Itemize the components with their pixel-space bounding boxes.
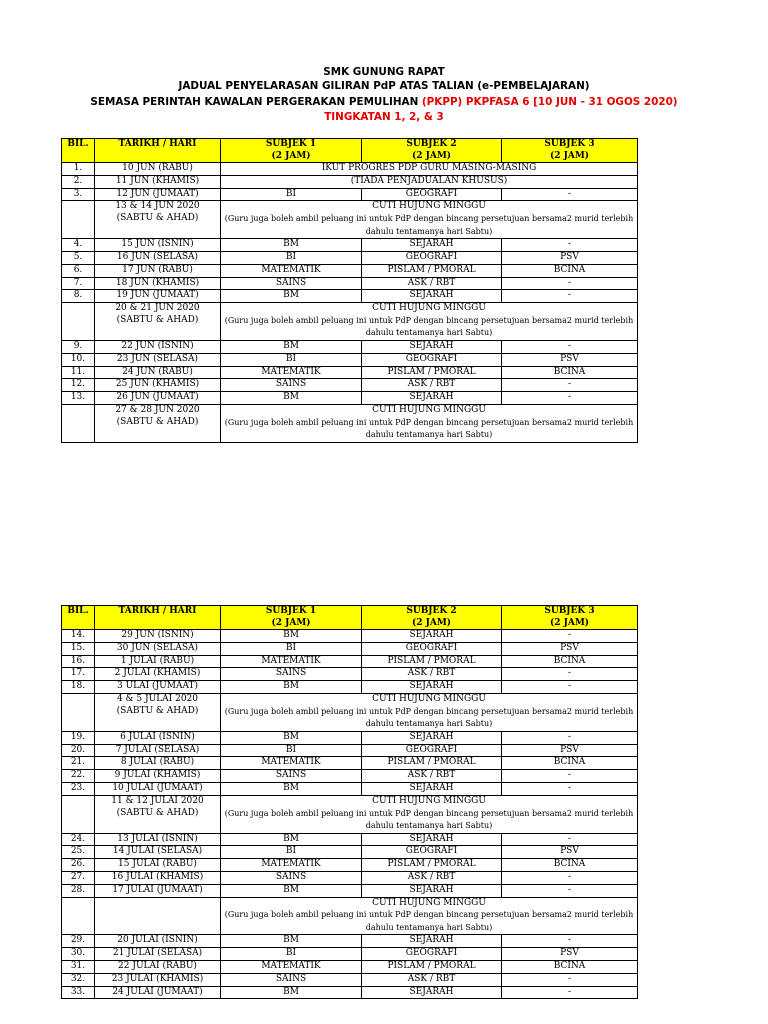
cell-subjek-3: -	[502, 239, 638, 252]
table-row	[62, 290, 638, 303]
cell-subjek-2: SEJARAH	[362, 935, 502, 948]
cell-bil: 25.	[62, 846, 95, 859]
cell-subjek-1: MATEMATIK	[221, 264, 362, 277]
cell-bil: 5.	[62, 251, 95, 264]
cell-date: 7 JULAI (SELASA)	[95, 744, 221, 757]
cell-subjek-2: SEJARAH	[362, 630, 502, 643]
table-header-row	[62, 606, 638, 630]
cell-subjek-1: MATEMATIK	[221, 757, 362, 770]
table-row	[62, 366, 638, 379]
cell-date: 24 JUN (RABU)	[95, 366, 221, 379]
cell-date: 13 & 14 JUN 2020 (SABTU & AHAD)	[95, 201, 221, 239]
cell-subjek-3: -	[502, 782, 638, 795]
cell-subjek-3: PSV	[502, 744, 638, 757]
cell-date: 11 & 12 JULAI 2020 (SABTU & AHAD)	[95, 795, 221, 833]
cell-subjek-3: BCINA	[502, 655, 638, 668]
cell-subjek-1: BI	[221, 251, 362, 264]
table-row	[62, 884, 638, 897]
table-row	[62, 630, 638, 643]
cell-subjek-1: BM	[221, 630, 362, 643]
cell-subjek-2: PISLAM / PMORAL	[362, 264, 502, 277]
cell-subjek-1: BM	[221, 239, 362, 252]
cell-subjek-3: -	[502, 770, 638, 783]
cell-subjek-2: PISLAM / PMORAL	[362, 960, 502, 973]
table-row	[62, 681, 638, 694]
table-row	[62, 757, 638, 770]
col-bil: BIL.	[62, 139, 95, 163]
cell-subjek-3: -	[502, 340, 638, 353]
cell-subjek-2: SEJARAH	[362, 681, 502, 694]
cell-bil: 19.	[62, 731, 95, 744]
col-subjek-1: SUBJEK 1 (2 JAM)	[221, 139, 362, 163]
table-row	[62, 392, 638, 405]
cell-date: 21 JULAI (SELASA)	[95, 948, 221, 961]
cell-subjek-3: -	[502, 188, 638, 201]
cell-date: 10 JULAI (JUMAAT)	[95, 782, 221, 795]
cell-subjek-3: -	[502, 668, 638, 681]
cell-subjek-2: GEOGRAFI	[362, 642, 502, 655]
school-name: SMK GUNUNG RAPAT	[323, 66, 445, 78]
cell-date: 11 JUN (KHAMIS)	[95, 175, 221, 188]
cell-subjek-1: BI	[221, 846, 362, 859]
cell-subjek-1: BI	[221, 353, 362, 366]
cell-date: 14 JULAI (SELASA)	[95, 846, 221, 859]
cell-date: 20 JULAI (ISNIN)	[95, 935, 221, 948]
cell-bil: 31.	[62, 960, 95, 973]
cell-subjek-1: BI	[221, 948, 362, 961]
table-row	[62, 986, 638, 999]
cell-subjek-2: GEOGRAFI	[362, 846, 502, 859]
cell-weekend: CUTI HUJUNG MINGGU (Guru juga boleh ambil peluang ini untuk PdP dengan bincang persetujuan bersama2 murid terlebih dahulu tentamanya hari Sabtu)	[221, 404, 638, 442]
cell-subjek-3: PSV	[502, 353, 638, 366]
cell-subjek-1: MATEMATIK	[221, 859, 362, 872]
table-row	[62, 251, 638, 264]
table-row	[62, 239, 638, 252]
cell-subjek-2: GEOGRAFI	[362, 744, 502, 757]
cell-bil: 8.	[62, 290, 95, 303]
cell-subjek-3: -	[502, 731, 638, 744]
table-row	[62, 948, 638, 961]
weekend-row	[62, 404, 638, 442]
table-row	[62, 935, 638, 948]
cell-weekend: CUTI HUJUNG MINGGU (Guru juga boleh ambil peluang ini untuk PdP dengan bincang persetujuan bersama2 murid terlebih dahulu tentamanya hari Sabtu)	[221, 201, 638, 239]
cell-subjek-1: BM	[221, 833, 362, 846]
cell-merged: (TIADA PENJADUALAN KHUSUS)	[221, 175, 638, 188]
table-row	[62, 379, 638, 392]
cell-date	[95, 897, 221, 935]
cell-bil: 21.	[62, 757, 95, 770]
cell-date: 15 JUN (ISNIN)	[95, 239, 221, 252]
table-row	[62, 871, 638, 884]
cell-date: 3 ULAI (JUMAAT)	[95, 681, 221, 694]
cell-bil	[62, 404, 95, 442]
weekend-row	[62, 795, 638, 833]
cell-bil: 7.	[62, 277, 95, 290]
cell-bil: 13.	[62, 392, 95, 405]
table-row	[62, 340, 638, 353]
cell-bil: 22.	[62, 770, 95, 783]
cell-subjek-1: BM	[221, 340, 362, 353]
table-row	[62, 744, 638, 757]
cell-subjek-2: SEJARAH	[362, 986, 502, 999]
cell-subjek-3: -	[502, 392, 638, 405]
cell-date: 12 JUN (JUMAAT)	[95, 188, 221, 201]
cell-subjek-2: SEJARAH	[362, 884, 502, 897]
cell-date: 9 JULAI (KHAMIS)	[95, 770, 221, 783]
cell-bil: 10.	[62, 353, 95, 366]
cell-subjek-1: BM	[221, 884, 362, 897]
table-row	[62, 833, 638, 846]
cell-subjek-1: SAINS	[221, 871, 362, 884]
cell-date: 18 JUN (KHAMIS)	[95, 277, 221, 290]
cell-subjek-1: BI	[221, 642, 362, 655]
cell-subjek-3: -	[502, 884, 638, 897]
cell-subjek-3: BCINA	[502, 757, 638, 770]
cell-subjek-3: -	[502, 681, 638, 694]
weekend-row	[62, 897, 638, 935]
cell-subjek-1: MATEMATIK	[221, 366, 362, 379]
cell-subjek-3: PSV	[502, 846, 638, 859]
table-row	[62, 264, 638, 277]
cell-bil: 16.	[62, 655, 95, 668]
table-row	[62, 175, 638, 188]
cell-date: 13 JULAI (ISNIN)	[95, 833, 221, 846]
cell-bil: 4.	[62, 239, 95, 252]
cell-date: 29 JUN (ISNIN)	[95, 630, 221, 643]
cell-subjek-1: BM	[221, 290, 362, 303]
table-row	[62, 846, 638, 859]
cell-subjek-3: BCINA	[502, 859, 638, 872]
cell-subjek-2: PISLAM / PMORAL	[362, 859, 502, 872]
cell-bil: 17.	[62, 668, 95, 681]
cell-date: 23 JULAI (KHAMIS)	[95, 973, 221, 986]
table-row	[62, 277, 638, 290]
table-row	[62, 731, 638, 744]
table-row	[62, 770, 638, 783]
document-title: JADUAL PENYELARASAN GILIRAN PdP ATAS TALIAN (e-PEMBELAJARAN)	[178, 80, 590, 92]
cell-subjek-2: ASK / RBT	[362, 277, 502, 290]
cell-bil: 28.	[62, 884, 95, 897]
cell-subjek-2: SEJARAH	[362, 833, 502, 846]
cell-bil: 3.	[62, 188, 95, 201]
cell-subjek-2: ASK / RBT	[362, 871, 502, 884]
cell-bil	[62, 303, 95, 341]
cell-date: 4 & 5 JULAI 2020 (SABTU & AHAD)	[95, 693, 221, 731]
cell-subjek-2: GEOGRAFI	[362, 948, 502, 961]
cell-subjek-3: -	[502, 935, 638, 948]
cell-date: 8 JULAI (RABU)	[95, 757, 221, 770]
cell-date: 6 JULAI (ISNIN)	[95, 731, 221, 744]
cell-weekend: CUTI HUJUNG MINGGU (Guru juga boleh ambil peluang ini untuk PdP dengan bincang persetujuan bersama2 murid terlebih dahulu tentamanya hari Sabtu)	[221, 897, 638, 935]
cell-bil: 20.	[62, 744, 95, 757]
cell-bil: 12.	[62, 379, 95, 392]
col-subjek-3: SUBJEK 3 (2 JAM)	[502, 606, 638, 630]
cell-bil: 24.	[62, 833, 95, 846]
cell-subjek-3: -	[502, 973, 638, 986]
cell-subjek-1: BM	[221, 782, 362, 795]
cell-subjek-2: GEOGRAFI	[362, 188, 502, 201]
cell-date: 15 JULAI (RABU)	[95, 859, 221, 872]
col-subjek-2: SUBJEK 2 (2 JAM)	[362, 139, 502, 163]
cell-date: 26 JUN (JUMAAT)	[95, 392, 221, 405]
col-bil: BIL.	[62, 606, 95, 630]
cell-subjek-2: GEOGRAFI	[362, 353, 502, 366]
cell-date: 1 JULAI (RABU)	[95, 655, 221, 668]
cell-date: 17 JUN (RABU)	[95, 264, 221, 277]
cell-subjek-2: PISLAM / PMORAL	[362, 757, 502, 770]
cell-bil	[62, 201, 95, 239]
cell-subjek-1: BI	[221, 744, 362, 757]
cell-subjek-1: MATEMATIK	[221, 960, 362, 973]
cell-bil: 1.	[62, 163, 95, 176]
cell-subjek-1: BM	[221, 935, 362, 948]
cell-bil: 32.	[62, 973, 95, 986]
cell-date: 22 JULAI (RABU)	[95, 960, 221, 973]
cell-date: 22 JUN (ISNIN)	[95, 340, 221, 353]
table-row	[62, 642, 638, 655]
cell-date: 16 JUN (SELASA)	[95, 251, 221, 264]
cell-weekend: CUTI HUJUNG MINGGU (Guru juga boleh ambil peluang ini untuk PdP dengan bincang persetujuan bersama2 murid terlebih dahulu tentamanya hari Sabtu)	[221, 795, 638, 833]
cell-subjek-1: BM	[221, 986, 362, 999]
table-row	[62, 859, 638, 872]
cell-subjek-1: BM	[221, 731, 362, 744]
table-row	[62, 353, 638, 366]
cell-subjek-2: GEOGRAFI	[362, 251, 502, 264]
cell-subjek-3: BCINA	[502, 960, 638, 973]
cell-subjek-1: SAINS	[221, 973, 362, 986]
weekend-row	[62, 693, 638, 731]
col-tarikh: TARIKH / HARI	[95, 139, 221, 163]
schedule-table-1	[61, 138, 638, 443]
cell-subjek-3: -	[502, 833, 638, 846]
schedule-table-2	[61, 605, 638, 999]
cell-subjek-2: SEJARAH	[362, 782, 502, 795]
weekend-row	[62, 303, 638, 341]
cell-bil: 33.	[62, 986, 95, 999]
cell-bil	[62, 897, 95, 935]
col-tarikh: TARIKH / HARI	[95, 606, 221, 630]
cell-subjek-2: SEJARAH	[362, 239, 502, 252]
table-row	[62, 960, 638, 973]
table-header-row	[62, 139, 638, 163]
cell-subjek-1: SAINS	[221, 277, 362, 290]
cell-bil: 18.	[62, 681, 95, 694]
table-row	[62, 668, 638, 681]
cell-date: 17 JULAI (JUMAAT)	[95, 884, 221, 897]
cell-date: 24 JULAI (JUMAAT)	[95, 986, 221, 999]
cell-bil: 29.	[62, 935, 95, 948]
cell-subjek-3: PSV	[502, 251, 638, 264]
cell-subjek-3: -	[502, 379, 638, 392]
cell-bil: 2.	[62, 175, 95, 188]
cell-subjek-1: MATEMATIK	[221, 655, 362, 668]
cell-bil: 9.	[62, 340, 95, 353]
table-row	[62, 782, 638, 795]
weekend-row	[62, 201, 638, 239]
cell-bil: 11.	[62, 366, 95, 379]
col-subjek-2: SUBJEK 2 (2 JAM)	[362, 606, 502, 630]
cell-subjek-2: SEJARAH	[362, 731, 502, 744]
cell-subjek-1: SAINS	[221, 379, 362, 392]
cell-date: 25 JUN (KHAMIS)	[95, 379, 221, 392]
cell-date: 20 & 21 JUN 2020 (SABTU & AHAD)	[95, 303, 221, 341]
col-subjek-3: SUBJEK 3 (2 JAM)	[502, 139, 638, 163]
cell-date: 30 JUN (SELASA)	[95, 642, 221, 655]
cell-subjek-3: PSV	[502, 948, 638, 961]
cell-subjek-3: BCINA	[502, 264, 638, 277]
table-row	[62, 163, 638, 176]
cell-bil	[62, 795, 95, 833]
cell-subjek-3: -	[502, 871, 638, 884]
cell-subjek-2: PISLAM / PMORAL	[362, 366, 502, 379]
document-subtitle	[0, 96, 768, 108]
cell-bil: 14.	[62, 630, 95, 643]
table-row	[62, 655, 638, 668]
cell-bil: 15.	[62, 642, 95, 655]
cell-subjek-2: PISLAM / PMORAL	[362, 655, 502, 668]
cell-bil: 30.	[62, 948, 95, 961]
cell-subjek-2: ASK / RBT	[362, 973, 502, 986]
cell-date: 19 JUN (JUMAAT)	[95, 290, 221, 303]
cell-weekend: CUTI HUJUNG MINGGU (Guru juga boleh ambil peluang ini untuk PdP dengan bincang persetujuan bersama2 murid terlebih dahulu tentamanya hari Sabtu)	[221, 303, 638, 341]
table-row	[62, 188, 638, 201]
cell-subjek-2: SEJARAH	[362, 392, 502, 405]
cell-bil: 27.	[62, 871, 95, 884]
cell-subjek-1: BM	[221, 392, 362, 405]
cell-subjek-1: BI	[221, 188, 362, 201]
cell-subjek-3: BCINA	[502, 366, 638, 379]
level-label: TINGKATAN 1, 2, & 3	[324, 111, 444, 123]
cell-date: 10 JUN (RABU)	[95, 163, 221, 176]
col-subjek-1: SUBJEK 1 (2 JAM)	[221, 606, 362, 630]
cell-subjek-3: -	[502, 277, 638, 290]
cell-subjek-1: SAINS	[221, 668, 362, 681]
subtitle-black: SEMASA PERINTAH KAWALAN PERGERAKAN PEMULIHAN	[90, 96, 419, 108]
table-row	[62, 973, 638, 986]
cell-subjek-2: SEJARAH	[362, 290, 502, 303]
cell-weekend: CUTI HUJUNG MINGGU (Guru juga boleh ambil peluang ini untuk PdP dengan bincang persetujuan bersama2 murid terlebih dahulu tentamanya hari Sabtu)	[221, 693, 638, 731]
cell-bil	[62, 693, 95, 731]
cell-date: 23 JUN (SELASA)	[95, 353, 221, 366]
cell-subjek-2: ASK / RBT	[362, 770, 502, 783]
cell-date: 2 JULAI (KHAMIS)	[95, 668, 221, 681]
cell-bil: 6.	[62, 264, 95, 277]
cell-date: 16 JULAI (KHAMIS)	[95, 871, 221, 884]
cell-date: 27 & 28 JUN 2020 (SABTU & AHAD)	[95, 404, 221, 442]
subtitle-red: (PKPP) PKPFASA 6 [10 JUN - 31 OGOS 2020)	[421, 96, 678, 108]
cell-bil: 26.	[62, 859, 95, 872]
cell-subjek-3: -	[502, 290, 638, 303]
cell-subjek-2: ASK / RBT	[362, 379, 502, 392]
cell-subjek-2: ASK / RBT	[362, 668, 502, 681]
cell-subjek-3: -	[502, 630, 638, 643]
cell-subjek-2: SEJARAH	[362, 340, 502, 353]
cell-subjek-3: -	[502, 986, 638, 999]
cell-subjek-3: PSV	[502, 642, 638, 655]
cell-bil: 23.	[62, 782, 95, 795]
cell-subjek-1: SAINS	[221, 770, 362, 783]
cell-merged: IKUT PROGRES PDP GURU MASING-MASING	[221, 163, 638, 176]
cell-subjek-1: BM	[221, 681, 362, 694]
